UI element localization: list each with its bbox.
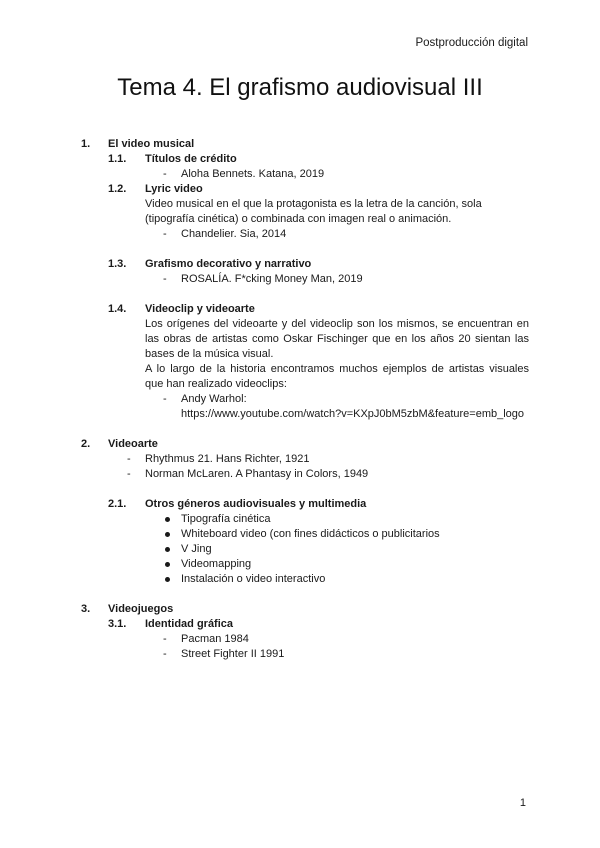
section-number: 1. [81, 138, 91, 150]
paragraph-line: (tipografía cinética) o combinada con imagen real o animación. [145, 213, 452, 225]
section-title: El video musical [108, 138, 195, 150]
bullet-item: V Jing [181, 543, 212, 555]
bullet-marker [165, 577, 170, 582]
subsection-number: 1.2. [108, 183, 127, 195]
bullet-item: Instalación o video interactivo [181, 573, 326, 585]
bullet-item: Videomapping [181, 558, 252, 570]
dash-marker: - [163, 633, 167, 645]
subsection-title: Identidad gráfica [145, 618, 234, 630]
list-item: Pacman 1984 [181, 633, 249, 645]
bullet-marker [165, 562, 170, 567]
list-item: Andy Warhol: [181, 393, 247, 405]
subsection-number: 2.1. [108, 498, 127, 510]
bullet-item: Tipografía cinética [181, 513, 271, 525]
paragraph: Los orígenes del videoarte y del videoclip son los mismos, se encuentran en las obras de artistas como Oskar Fischinger que en los años 20 sientan las bases de la música visual. [145, 318, 529, 360]
paragraph-line: Video musical en el que la protagonista es la letra de la canción, sola [145, 198, 482, 210]
bullet-marker [165, 517, 170, 522]
section-title: Videojuegos [108, 603, 174, 615]
page-title: Tema 4. El grafismo audiovisual III [117, 74, 483, 101]
list-item: Aloha Bennets. Katana, 2019 [181, 168, 325, 180]
subsection-title: Lyric video [145, 183, 203, 195]
list-item: Chandelier. Sia, 2014 [181, 228, 287, 240]
subsection-title: Grafismo decorativo y narrativo [145, 258, 312, 270]
subsection-title: Videoclip y videoarte [145, 303, 255, 315]
subsection-title: Otros géneros audiovisuales y multimedia [145, 498, 367, 510]
subsection-number: 1.4. [108, 303, 127, 315]
subsection-title: Títulos de crédito [145, 153, 237, 165]
bullet-item: Whiteboard video (con fines didácticos o publicitarios [181, 528, 440, 540]
dash-marker: - [127, 453, 131, 465]
bullet-marker [165, 532, 170, 537]
subsection-number: 1.3. [108, 258, 127, 270]
list-item: Street Fighter II 1991 [181, 648, 285, 660]
section-number: 2. [81, 438, 91, 450]
bullet-marker [165, 547, 170, 552]
dash-marker: - [163, 228, 167, 240]
subsection-number: 1.1. [108, 153, 127, 165]
list-item: Norman McLaren. A Phantasy in Colors, 1949 [145, 468, 369, 480]
dash-marker: - [163, 393, 167, 405]
section-number: 3. [81, 603, 91, 615]
document-header: Postproducción digital [415, 37, 528, 49]
dash-marker: - [163, 648, 167, 660]
video-link[interactable]: https://www.youtube.com/watch?v=KXpJ0bM5zbM&feature=emb_logo [181, 408, 525, 420]
list-item: ROSALÍA. F*cking Money Man, 2019 [181, 273, 363, 285]
paragraph: A lo largo de la historia encontramos muchos ejemplos de artistas visuales que han realizado videoclips: [145, 363, 529, 390]
list-item: Rhythmus 21. Hans Richter, 1921 [145, 453, 310, 465]
subsection-number: 3.1. [108, 618, 127, 630]
section-title: Videoarte [108, 438, 158, 450]
dash-marker: - [163, 168, 167, 180]
dash-marker: - [127, 468, 131, 480]
page-number: 1 [519, 797, 526, 809]
dash-marker: - [163, 273, 167, 285]
